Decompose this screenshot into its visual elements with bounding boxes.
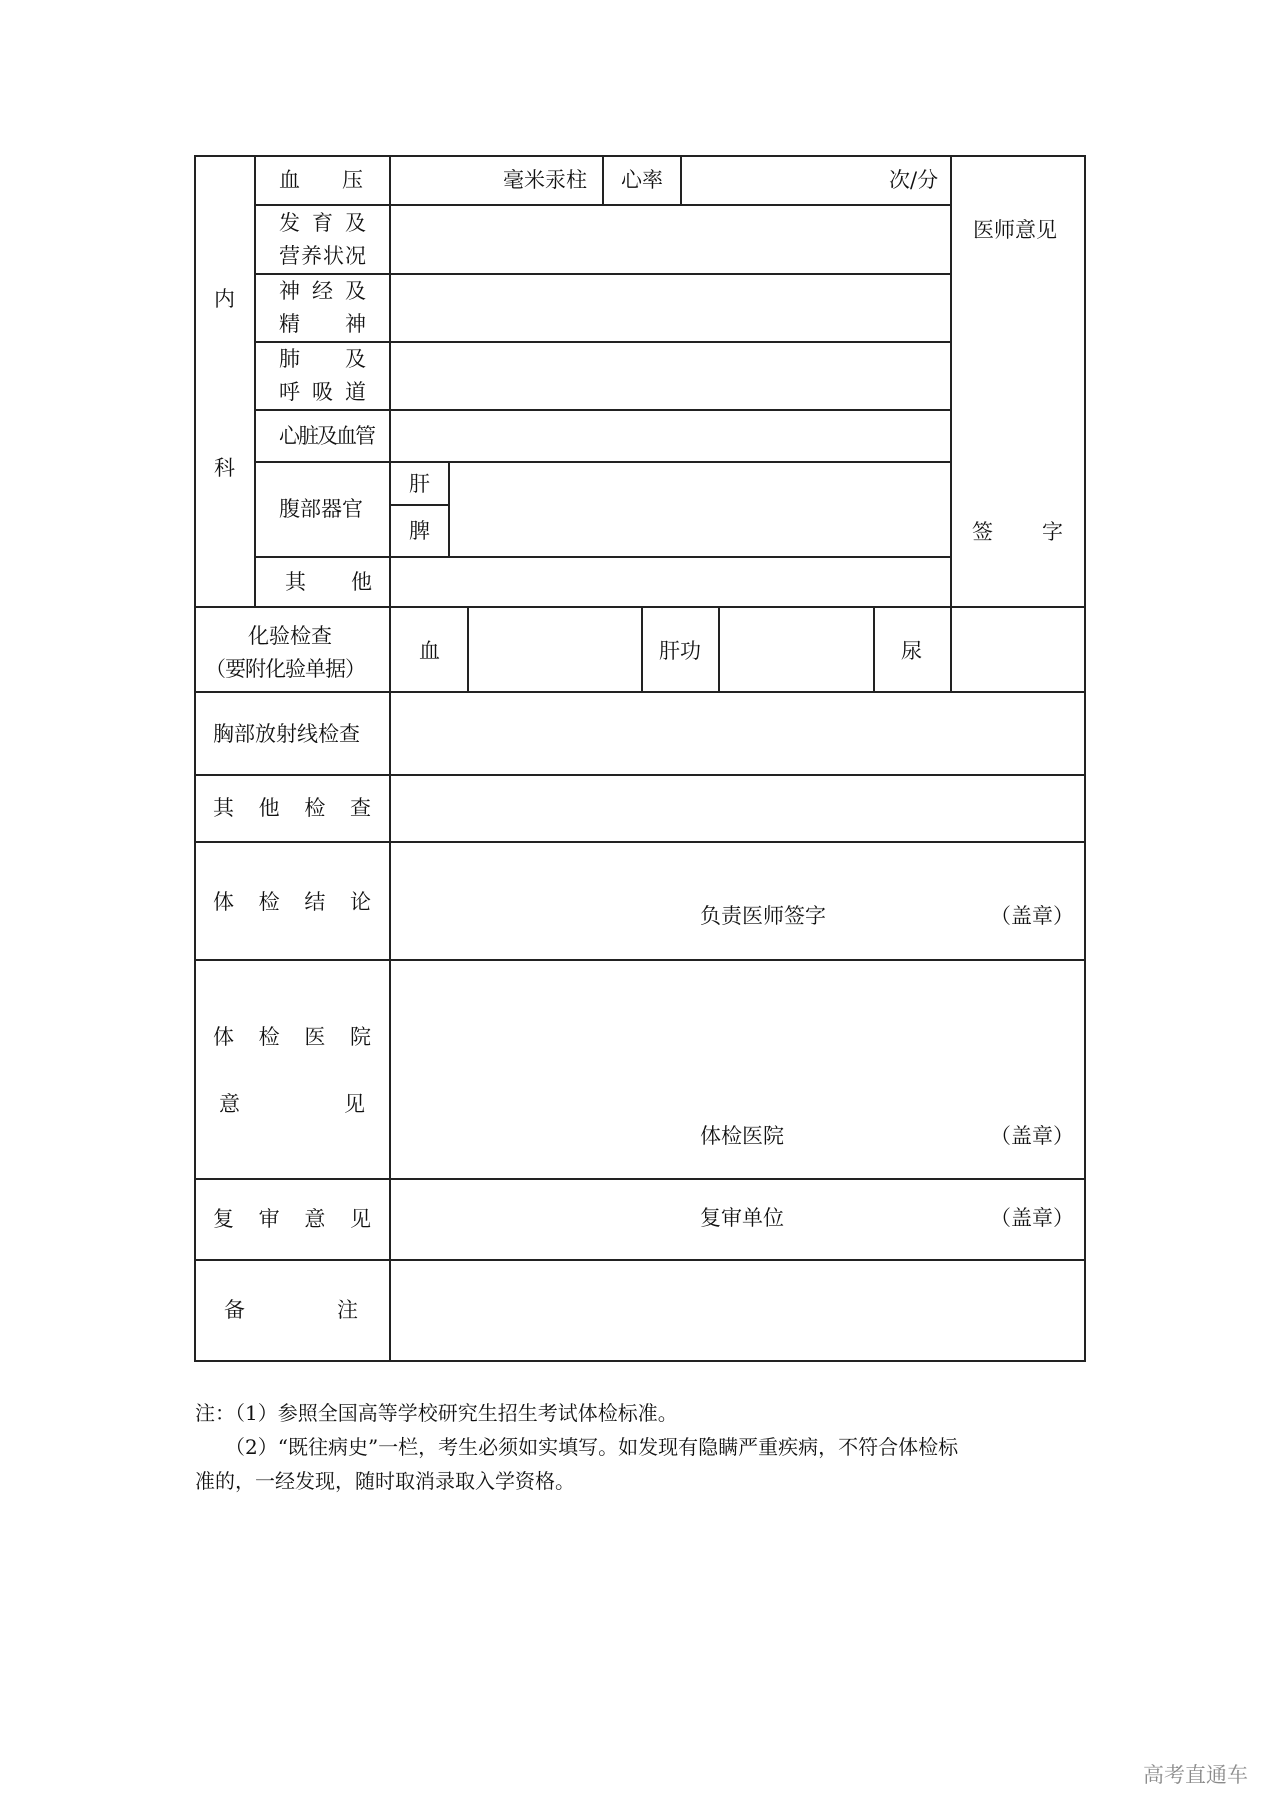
lungs-label-line2: 呼 吸 道 (279, 380, 366, 404)
development-label-line2: 营养状况 (279, 244, 366, 268)
lab-urine-label: 尿 (901, 639, 922, 663)
other-exams-value-field[interactable] (389, 774, 1086, 843)
hospital-opinion-label-cell (194, 959, 391, 1180)
liver-label: 肝 (409, 472, 430, 496)
review-stamp-label: （盖章） (990, 1206, 1074, 1230)
internal-medicine-label-top: 内 (214, 287, 235, 311)
heart-label: 心脏及血管 (279, 424, 374, 448)
note-line-3: 准的，一经发现，随时取消录取入学资格。 (195, 1469, 575, 1493)
blood-pressure-label: 血 压 (279, 168, 363, 192)
note-line-2: （2）“既往病史”一栏，考生必须如实填写。如发现有隐瞒严重疾病，不符合体检标 (195, 1435, 959, 1459)
development-value-field[interactable] (389, 204, 952, 275)
doctor-signature-label-1: 签 (972, 520, 993, 544)
development-label (279, 207, 366, 273)
remarks-value-field[interactable] (389, 1259, 1086, 1362)
hospital-signer-label: 体检医院 (700, 1124, 784, 1148)
conclusion-signer-label: 负责医师签字 (700, 904, 826, 928)
lungs-value-field[interactable] (389, 341, 952, 411)
heart-rate-label: 心率 (621, 168, 663, 192)
other-exams-label: 其 他 检 查 (213, 796, 381, 820)
note-line-1: 注：（1）参照全国高等学校研究生招生考试体检标准。 (195, 1401, 678, 1425)
conclusion-value-field[interactable] (389, 841, 1086, 961)
lab-liver-function-label: 肝功 (659, 639, 701, 663)
lab-tests-label-line1: 化验检查 (248, 624, 332, 648)
blood-pressure-unit: 毫米汞柱 (503, 168, 587, 192)
lab-liver-function-value-field[interactable] (718, 606, 875, 693)
watermark-text: 高考直通车 (1143, 1763, 1248, 1787)
hospital-stamp-label: （盖章） (990, 1124, 1074, 1148)
remarks-label-b: 注 (337, 1298, 358, 1322)
review-signer-label: 复审单位 (700, 1206, 784, 1230)
lab-blood-label: 血 (419, 639, 440, 663)
heart-value-field[interactable] (389, 409, 952, 463)
nervous-label-line2: 精 神 (279, 312, 366, 336)
abdomen-value-field[interactable] (448, 461, 952, 558)
internal-medicine-section-cell (194, 155, 256, 608)
hospital-opinion-label-line2b: 见 (344, 1092, 365, 1116)
lungs-label (279, 343, 366, 409)
internal-medicine-label-bottom: 科 (214, 456, 235, 480)
hospital-opinion-label-line1: 体 检 医 院 (213, 1025, 381, 1049)
lab-tests-label-line2: （要附化验单据） (205, 657, 365, 681)
conclusion-label: 体 检 结 论 (213, 890, 381, 914)
nervous-value-field[interactable] (389, 273, 952, 343)
nervous-label-line1: 神 经 及 (279, 279, 366, 303)
development-label-line1: 发 育 及 (279, 211, 366, 235)
lungs-label-line1: 肺 及 (279, 347, 366, 371)
doctor-signature-label-2: 字 (1042, 520, 1063, 544)
remarks-label-a: 备 (224, 1298, 245, 1322)
doctor-opinion-label: 医师意见 (973, 218, 1057, 242)
spleen-label: 脾 (409, 519, 430, 543)
nervous-label (279, 275, 366, 341)
other-label: 其 他 (285, 570, 384, 594)
other-value-field[interactable] (389, 556, 952, 608)
lab-urine-value-field[interactable] (950, 606, 1086, 693)
review-opinion-label: 复 审 意 见 (213, 1207, 381, 1231)
chest-xray-label: 胸部放射线检查 (213, 722, 360, 746)
heart-rate-unit: 次/分 (889, 168, 939, 192)
lab-blood-value-field[interactable] (467, 606, 643, 693)
abdomen-label: 腹部器官 (279, 497, 363, 521)
conclusion-stamp-label: （盖章） (990, 904, 1074, 928)
hospital-opinion-label-line2a: 意 (219, 1092, 240, 1116)
chest-xray-value-field[interactable] (389, 691, 1086, 776)
